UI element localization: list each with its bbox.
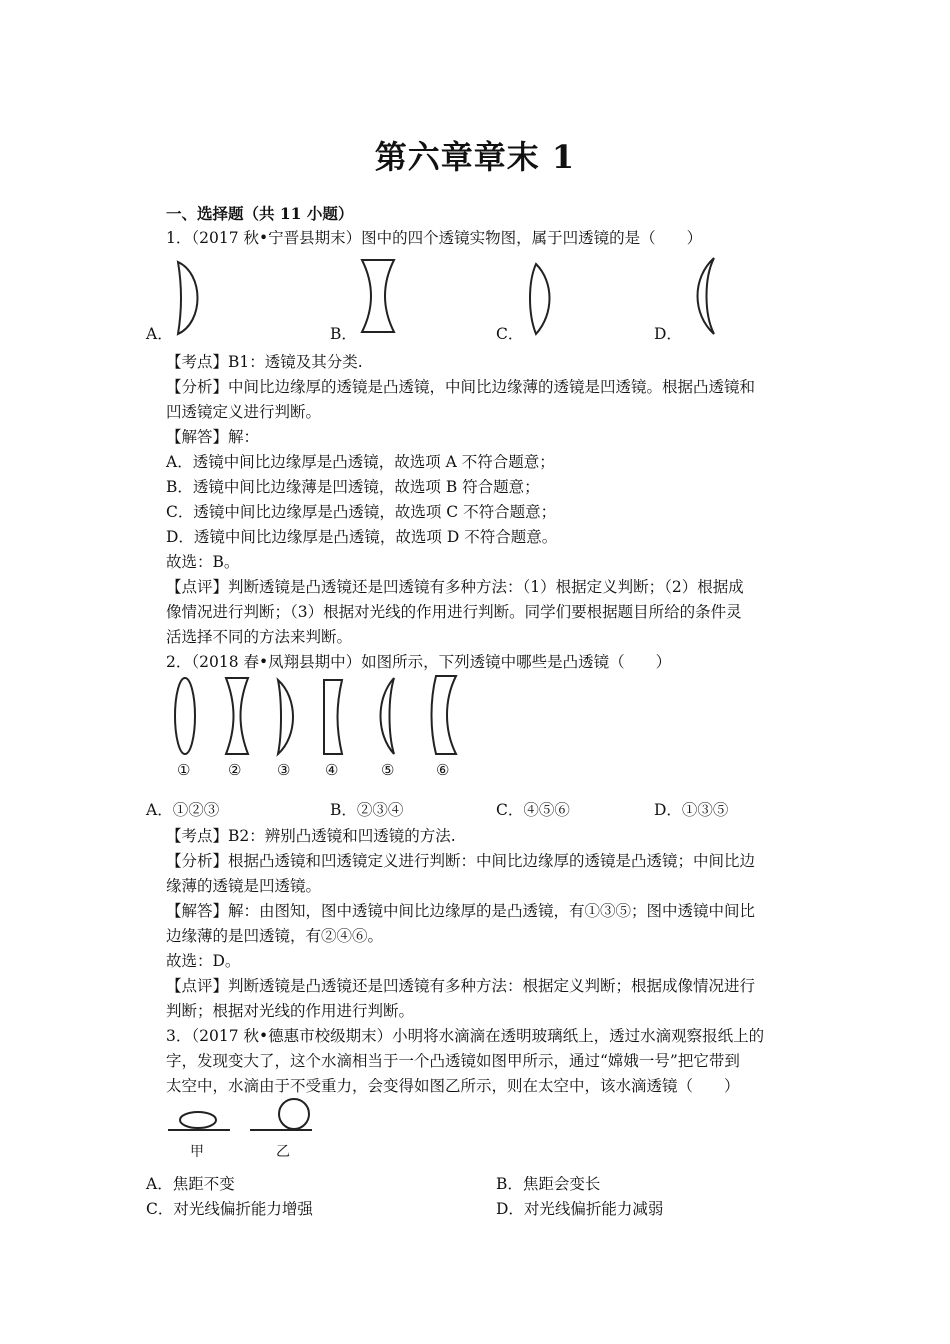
q2-lens-4 bbox=[320, 678, 346, 756]
q2-label-1: ① bbox=[177, 761, 191, 779]
q2-option-c: C．④⑤⑥ bbox=[496, 801, 570, 819]
q1-option-d: D． bbox=[654, 325, 682, 343]
q1-lens-d bbox=[690, 256, 724, 336]
q3-option-d: D．对光线偏折能力减弱 bbox=[496, 1200, 664, 1218]
q1-lens-b bbox=[358, 258, 398, 334]
q1-fenxi-line-2: 凹透镜定义进行判断。 bbox=[166, 403, 322, 421]
q2-dianping-line-2: 判断；根据对光线的作用进行判断。 bbox=[166, 1002, 415, 1020]
q1-option-c: C． bbox=[496, 325, 524, 343]
q3-option-a: A．焦距不变 bbox=[146, 1175, 235, 1193]
section-heading: 一、选择题（共 11 小题） bbox=[166, 204, 354, 223]
q3-figure-jia bbox=[166, 1104, 232, 1134]
q3-option-c: C．对光线偏折能力增强 bbox=[146, 1200, 313, 1218]
q1-jieda-a: A．透镜中间比边缘厚是凸透镜，故选项 A 不符合题意； bbox=[166, 453, 555, 471]
q1-option-b: B． bbox=[330, 325, 357, 343]
q2-kaodian: 【考点】B2：辨别凸透镜和凹透镜的方法. bbox=[166, 827, 456, 845]
q1-jieda: 【解答】解： bbox=[166, 428, 260, 446]
q2-dianping-line-1: 【点评】判断透镜是凸透镜还是凹透镜有多种方法：根据定义判断；根据成像情况进行 bbox=[166, 977, 756, 995]
q2-lens-2 bbox=[222, 676, 252, 756]
q2-option-d: D．①③⑤ bbox=[654, 801, 729, 819]
q2-jieda-line-1: 【解答】解：由图知，图中透镜中间比边缘厚的是凸透镜，有①③⑤；图中透镜中间比 bbox=[166, 902, 756, 920]
q2-option-b: B．②③④ bbox=[330, 801, 404, 819]
q1-jieda-b: B．透镜中间比边缘薄是凹透镜，故选项 B 符合题意； bbox=[166, 478, 540, 496]
q1-dianping-line-1: 【点评】判断透镜是凸透镜还是凹透镜有多种方法：（1）根据定义判断；（2）根据成 bbox=[166, 578, 744, 596]
q1-lens-a bbox=[174, 260, 204, 336]
q2-label-2: ② bbox=[228, 761, 242, 779]
q2-fenxi-line-2: 缘薄的透镜是凹透镜。 bbox=[166, 877, 322, 895]
q2-label-3: ③ bbox=[277, 761, 291, 779]
q2-jieda-line-2: 边缘薄的是凹透镜，有②④⑥。 bbox=[166, 927, 384, 945]
q1-kaodian: 【考点】B1：透镜及其分类. bbox=[166, 353, 363, 371]
q3-stem-line-3: 太空中，水滴由于不受重力，会变得如图乙所示，则在太空中，该水滴透镜（ ） bbox=[166, 1077, 740, 1095]
q2-option-a: A．①②③ bbox=[146, 801, 220, 819]
q1-stem: 1．（2017 秋•宁晋县期末）图中的四个透镜实物图，属于凹透镜的是（ ） bbox=[166, 229, 703, 247]
q3-figure-yi bbox=[248, 1094, 314, 1134]
q1-option-a: A． bbox=[146, 325, 173, 343]
q3-option-b: B．焦距会变长 bbox=[496, 1175, 601, 1193]
q2-label-4: ④ bbox=[325, 761, 339, 779]
q1-jieda-d: D．透镜中间比边缘厚是凸透镜，故选项 D 不符合题意。 bbox=[166, 528, 558, 546]
q1-jieda-c: C．透镜中间比边缘厚是凸透镜，故选项 C 不符合题意； bbox=[166, 503, 557, 521]
q2-label-5: ⑤ bbox=[381, 761, 395, 779]
q1-answer: 故选：B。 bbox=[166, 553, 240, 571]
page-title: 第六章章末 1 bbox=[374, 138, 576, 176]
q2-lens-3 bbox=[272, 678, 298, 756]
q3-label-jia: 甲 bbox=[190, 1144, 204, 1160]
q3-stem-line-2: 字，发现变大了，这个水滴相当于一个凸透镜如图甲所示，通过“嫦娥一号”把它带到 bbox=[166, 1052, 740, 1070]
q2-lens-5 bbox=[374, 676, 402, 756]
q2-lens-1 bbox=[172, 676, 200, 756]
q2-fenxi-line-1: 【分析】根据凸透镜和凹透镜定义进行判断：中间比边缘厚的透镜是凸透镜；中间比边 bbox=[166, 852, 756, 870]
q2-stem: 2．（2018 春•凤翔县期中）如图所示，下列透镜中哪些是凸透镜（ ） bbox=[166, 653, 672, 671]
q1-fenxi-line-1: 【分析】中间比边缘厚的透镜是凸透镜，中间比边缘薄的透镜是凹透镜。根据凸透镜和 bbox=[166, 378, 756, 396]
q3-stem-line-1: 3．（2017 秋•德惠市校级期末）小明将水滴滴在透明玻璃纸上，透过水滴观察报纸上的 bbox=[166, 1027, 765, 1045]
q1-lens-c bbox=[526, 262, 556, 336]
q3-label-yi: 乙 bbox=[276, 1144, 290, 1160]
q1-dianping-line-2: 像情况进行判断；（3）根据对光线的作用进行判断。同学们要根据题目所给的条件灵 bbox=[166, 603, 742, 621]
q2-answer: 故选：D。 bbox=[166, 952, 241, 970]
q1-dianping-line-3: 活选择不同的方法来判断。 bbox=[166, 628, 353, 646]
q2-label-6: ⑥ bbox=[436, 761, 450, 779]
q2-lens-6 bbox=[428, 674, 462, 756]
